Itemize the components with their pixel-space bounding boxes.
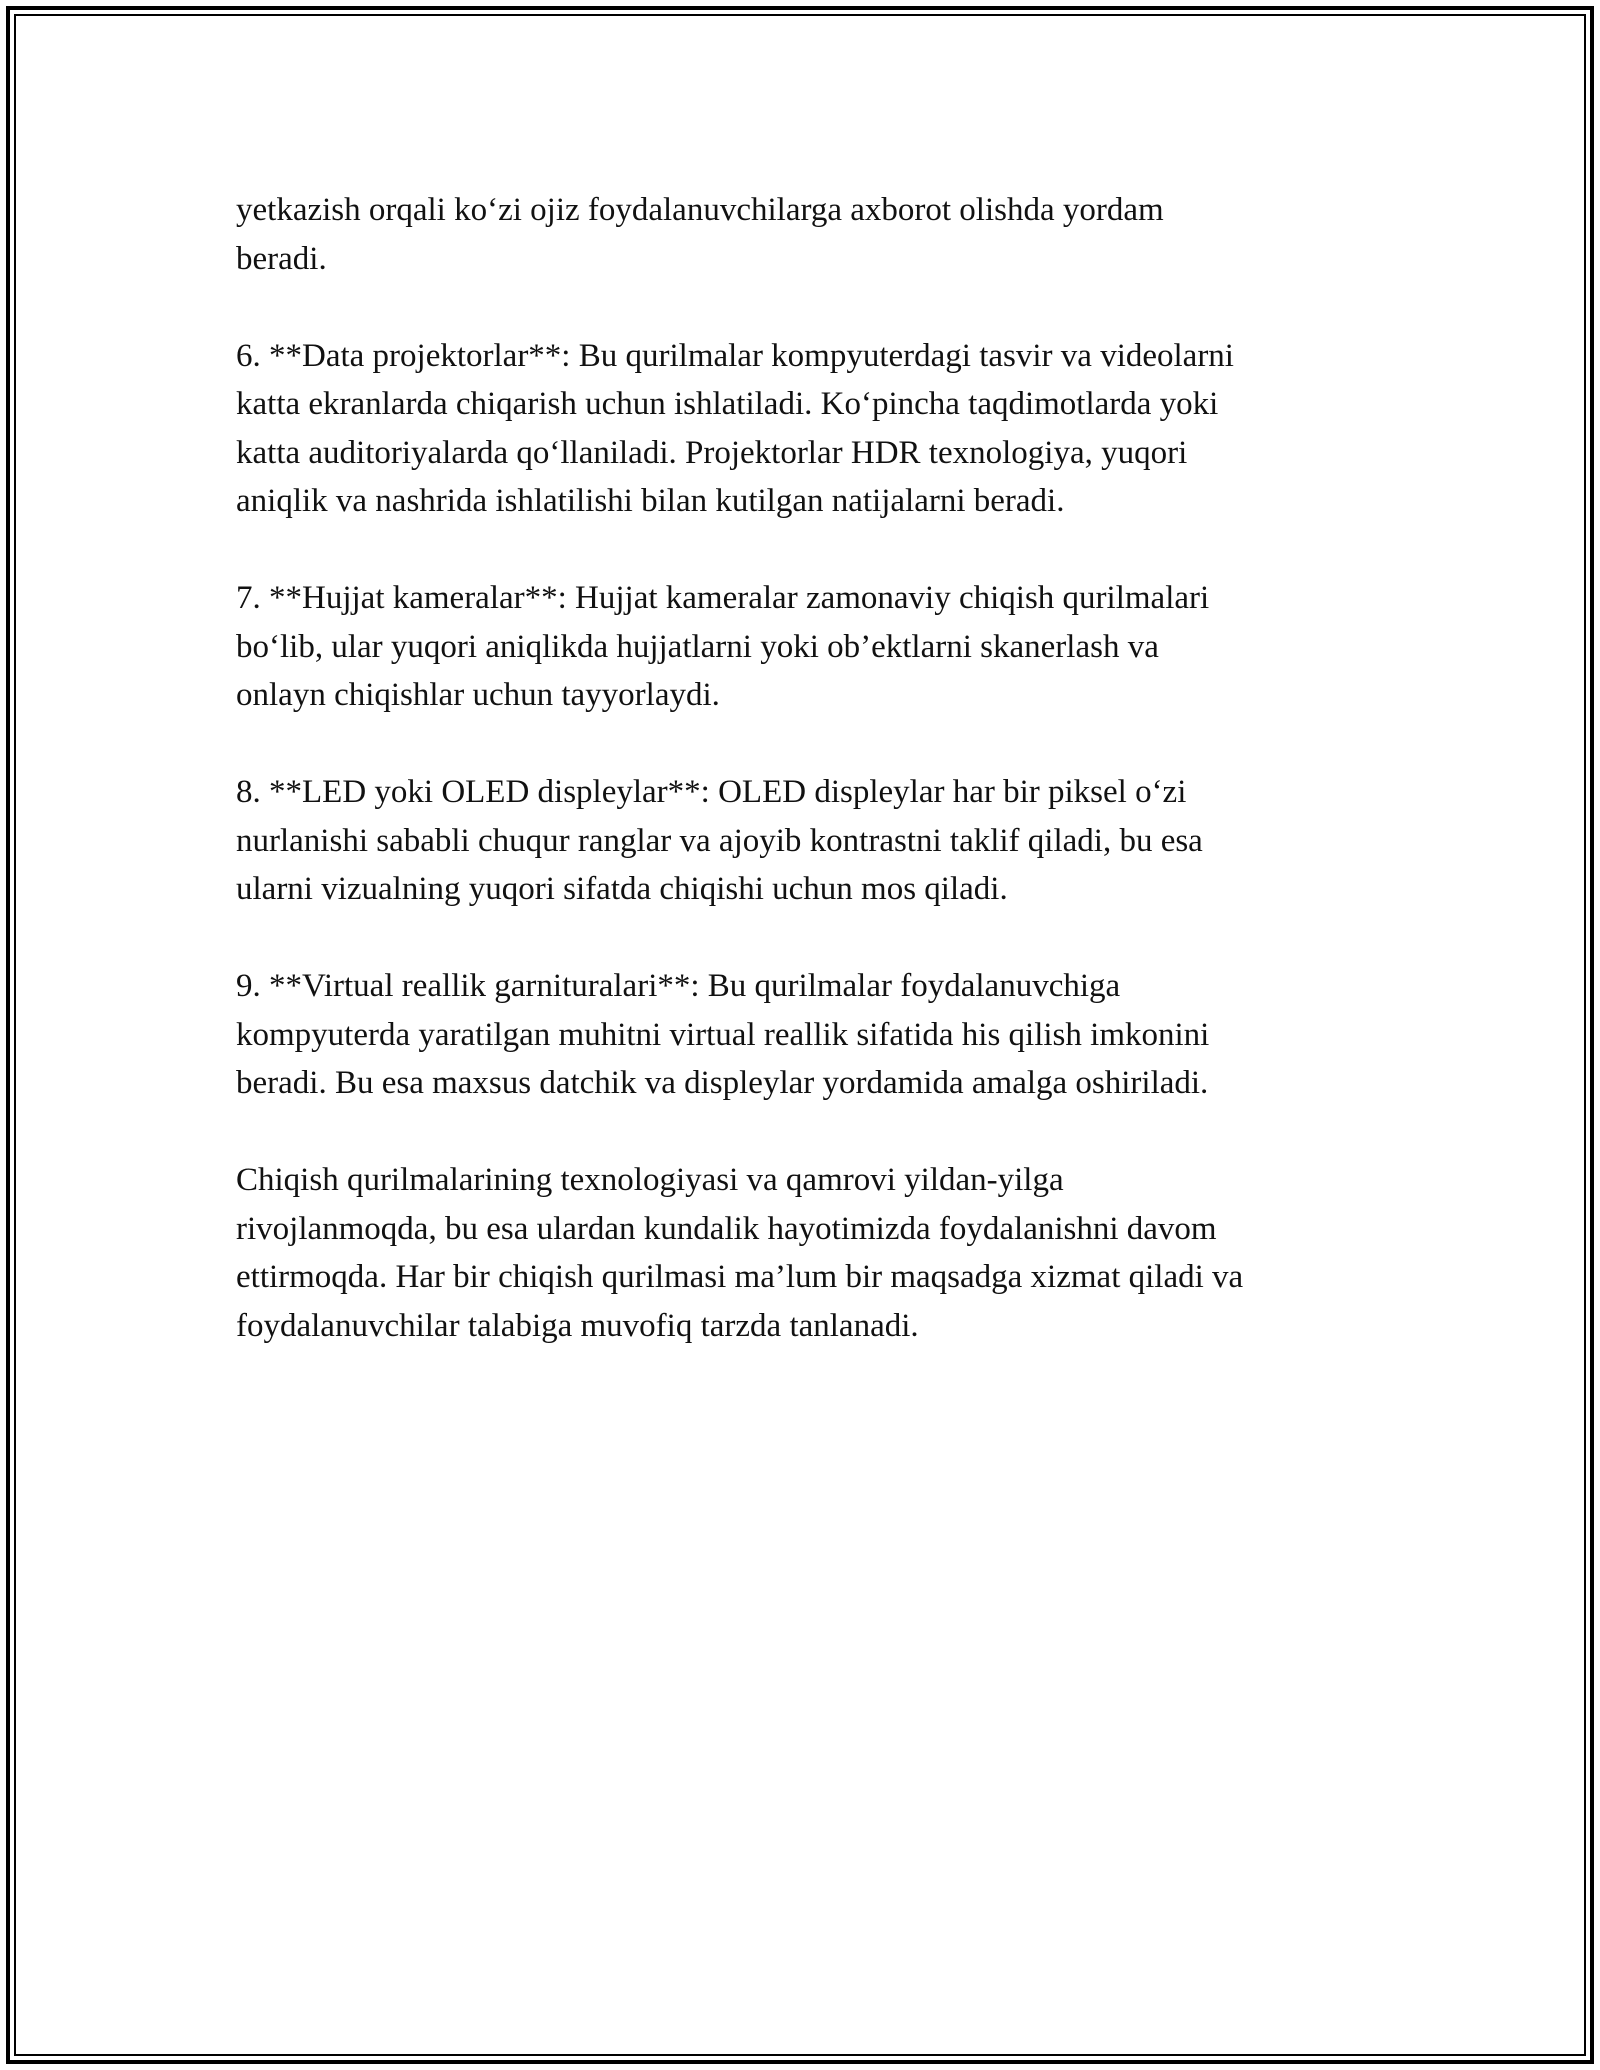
text-line: yetkazish orqali ko‘zi ojiz foydalanuvchilarga axborot olishda yordam	[236, 192, 1164, 228]
text-line: 9. **Virtual reallik garnituralari**: Bu qurilmalar foydalanuvchiga	[236, 968, 1121, 1004]
text-line: Chiqish qurilmalarining texnologiyasi va qamrovi yildan-yilga	[236, 1162, 1064, 1198]
text-line: beradi. Bu esa maxsus datchik va displeylar yordamida amalga oshiriladi.	[236, 1065, 1209, 1101]
text-line: onlayn chiqishlar uchun tayyorlaydi.	[236, 677, 720, 713]
text-line: beradi.	[236, 240, 327, 277]
text-line: foydalanuvchilar talabiga muvofiq tarzda tanlanadi.	[236, 1307, 919, 1344]
document-body	[236, 186, 1386, 1399]
paragraph-conclusion	[236, 1156, 1386, 1350]
paragraph-item-8	[236, 768, 1386, 914]
text-line: 7. **Hujjat kameralar**: Hujjat kameralar zamonaviy chiqish qurilmalari	[236, 580, 1210, 616]
paragraph-continuation	[236, 186, 1386, 283]
text-line: 8. **LED yoki OLED displeylar**: OLED displeylar har bir piksel o‘zi	[236, 774, 1187, 810]
text-line: kompyuterda yaratilgan muhitni virtual reallik sifatida his qilish imkonini	[236, 1016, 1210, 1053]
text-line: ettirmoqda. Har bir chiqish qurilmasi ma’lum bir maqsadga xizmat qiladi va	[236, 1259, 1244, 1295]
paragraph-item-7	[236, 574, 1386, 720]
text-line: aniqlik va nashrida ishlatilishi bilan kutilgan natijalarni beradi.	[236, 483, 1065, 519]
paragraph-item-9	[236, 962, 1386, 1108]
text-line: bo‘lib, ular yuqori aniqlikda hujjatlarni yoki ob’ektlarni skanerlash va	[236, 628, 1159, 665]
text-line: katta ekranlarda chiqarish uchun ishlatiladi. Ko‘pincha taqdimotlarda yoki	[236, 386, 1219, 422]
text-line: katta auditoriyalarda qo‘llaniladi. Projektorlar HDR texnologiya, yuqori	[236, 434, 1188, 471]
text-line: rivojlanmoqda, bu esa ulardan kundalik hayotimizda foydalanishni davom	[236, 1210, 1217, 1247]
text-line: ularni vizualning yuqori sifatda chiqishi uchun mos qiladi.	[236, 871, 1008, 907]
text-line: 6. **Data projektorlar**: Bu qurilmalar kompyuterdagi tasvir va videolarni	[236, 337, 1234, 374]
paragraph-item-6	[236, 332, 1386, 526]
text-line: nurlanishi sababli chuqur ranglar va ajoyib kontrastni taklif qiladi, bu esa	[236, 822, 1203, 859]
